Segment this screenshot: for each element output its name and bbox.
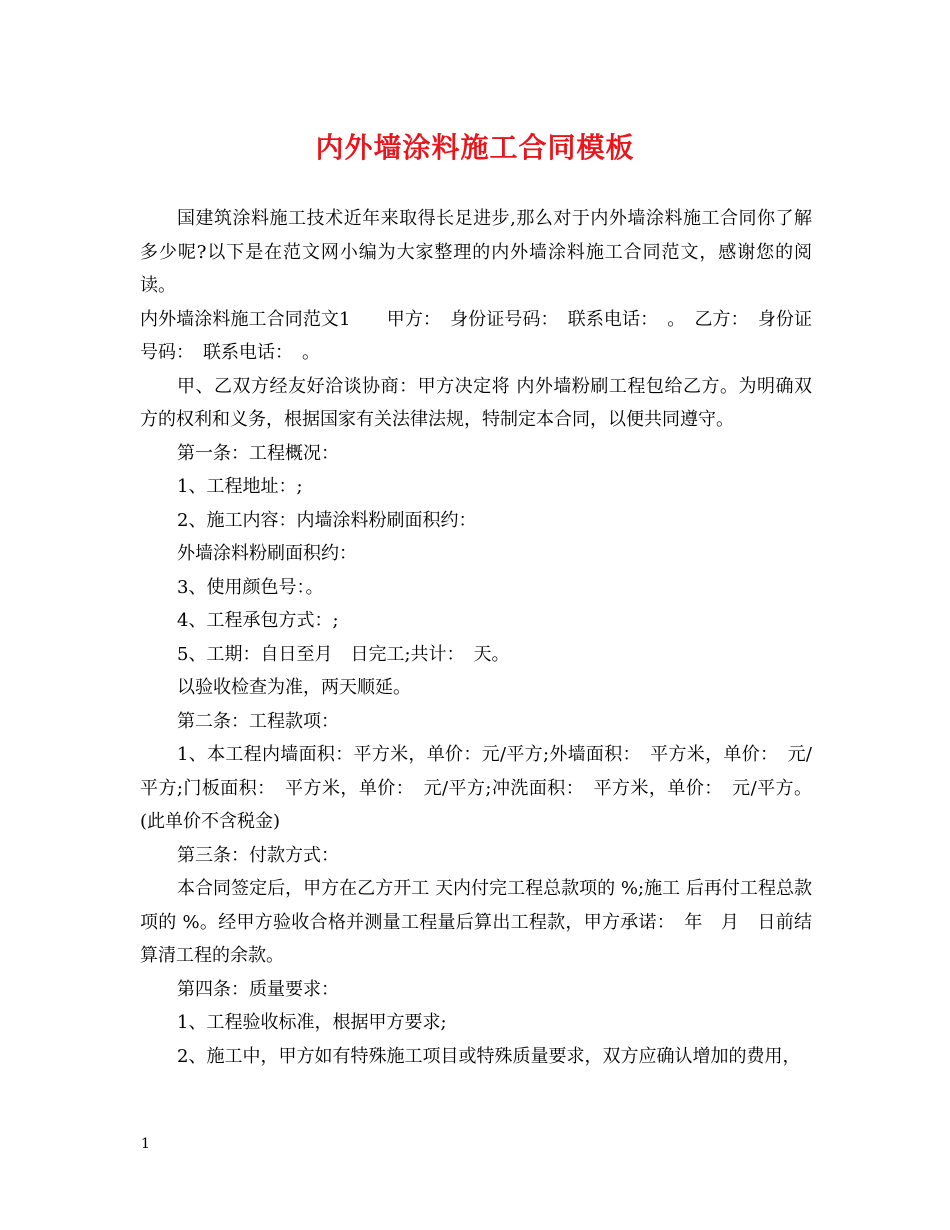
section-heading: 第四条：质量要求：: [177, 978, 339, 1000]
paragraph: 以验收检查为准，两天顺延。: [177, 677, 411, 698]
paragraph: 4、工程承包方式：;: [177, 610, 339, 631]
paragraph: 国建筑涂料施工技术近年来取得长足进步,那么对于内外墙涂料施工合同你了解多少呢?以下是在范文网小编为大家整理的内外墙涂料施工合同范文，感谢您的阅读。: [140, 208, 812, 296]
page-number: 1: [141, 1136, 150, 1152]
paragraph: 甲、乙双方经友好洽谈协商：甲方决定将 内外墙粉刷工程包给乙方。为明确双方的权利和义务，根据国家有关法律法规，特制定本合同，以便共同遵守。: [140, 375, 812, 430]
paragraph: 1、工程验收标准，根据甲方要求;: [177, 1012, 447, 1033]
paragraph: 外墙涂料粉刷面积约：: [177, 543, 357, 564]
paragraph: 2、施工内容：内墙涂料粉刷面积约：: [177, 509, 477, 531]
paragraph: 3、使用颜色号：。: [177, 576, 324, 598]
section-heading: 第一条：工程概况：: [177, 442, 339, 464]
paragraph: 本合同签定后，甲方在乙方开工 天内付完工程总款项的 %;施工 后再付工程总款项的 %。经甲方验收合格并测量工程量后算出工程款，甲方承诺： 年 月 日前结算清工程的余款。: [140, 878, 812, 966]
paragraph: 5、工期：自日至月 日完工;共计： 天。: [177, 643, 510, 665]
section-heading: 第二条：工程款项：: [177, 710, 339, 732]
document-title: 内外墙涂料施工合同模板: [315, 131, 635, 164]
section-heading: 第三条：付款方式：: [177, 844, 339, 866]
paragraph: 1、工程地址：;: [177, 476, 303, 497]
document-body: [140, 202, 812, 1073]
paragraph: 1、本工程内墙面积：平方米，单价：元/平方;外墙面积： 平方米，单价： 元/平方;门板面积： 平方米，单价： 元/平方;冲洗面积： 平方米，单价： 元/平方。(此单价不含税金): [140, 744, 812, 832]
paragraph: 内外墙涂料施工合同范文1 甲方： 身份证号码： 联系电话： 。 乙方： 身份证号码： 联系电话： 。: [140, 308, 812, 363]
paragraph: 2、施工中，甲方如有特殊施工项目或特殊质量要求，双方应确认增加的费用，: [177, 1045, 801, 1067]
